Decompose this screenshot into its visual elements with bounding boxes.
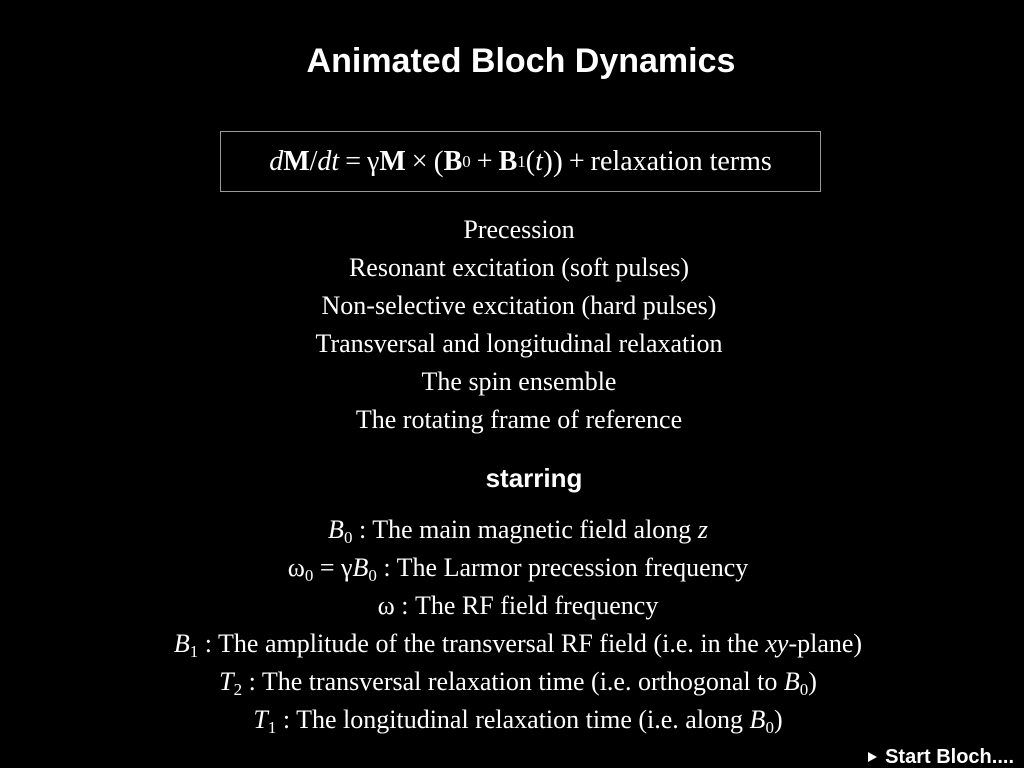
symbol: T — [253, 705, 268, 734]
eq-gamma: γ — [366, 145, 380, 177]
axis-symbol: z — [697, 515, 708, 544]
equation-part: = γ — [313, 553, 353, 582]
symbol: ω — [287, 553, 305, 582]
eq-dt: dt — [317, 145, 340, 177]
symbol: B — [328, 515, 344, 544]
bloch-equation-box: d M / dt = γ M × ( B 0 + B 1 ( t )) + relaxation terms — [220, 131, 821, 192]
symbol-subscript: 0 — [304, 566, 314, 585]
cast-description: : The RF field frequency — [394, 591, 659, 620]
cast-item-omega — [0, 587, 1024, 625]
cast-item-t1 — [0, 701, 1024, 739]
symbol: B — [173, 629, 190, 658]
symbol: ω — [377, 591, 395, 620]
cast-description: : The longitudinal relaxation time (i.e. along — [276, 705, 750, 734]
symbol: B — [749, 705, 766, 734]
eq-magnetization: M — [283, 145, 310, 177]
topic-item: Transversal and longitudinal relaxation — [315, 329, 723, 358]
topic-item: Non-selective excitation (hard pulses) — [321, 291, 717, 320]
symbol: B — [783, 667, 800, 696]
cast-description: : The main magnetic field along — [352, 515, 698, 544]
eq-t-open: ( — [525, 145, 536, 177]
eq-close-parens: )) — [542, 144, 563, 178]
eq-open-paren: ( — [433, 144, 444, 178]
eq-times: × — [411, 145, 428, 177]
cast-item-b1 — [0, 625, 1024, 663]
symbol-subscript: 0 — [368, 566, 377, 585]
plane-symbol: xy — [765, 629, 789, 658]
topic-item: Precession — [463, 215, 575, 244]
page-title: Animated Bloch Dynamics — [306, 42, 736, 80]
eq-slash: / — [309, 145, 318, 177]
eq-magnetization-2: M — [379, 145, 406, 177]
cast-description: : The amplitude of the transversal RF field (i.e. in the — [198, 629, 766, 658]
topic-item: Resonant excitation (soft pulses) — [348, 253, 690, 282]
topic-item: The spin ensemble — [421, 367, 617, 396]
eq-plus: + — [476, 145, 493, 177]
symbol: T — [219, 667, 234, 696]
eq-b0: B — [443, 145, 463, 177]
symbol-subscript: 2 — [233, 680, 243, 699]
eq-t: t — [535, 145, 543, 177]
eq-equals: = — [345, 145, 361, 177]
cast-item-t2 — [0, 663, 1024, 701]
cast-description: : The Larmor precession frequency — [376, 553, 749, 582]
cast-item-omega0 — [0, 549, 1024, 587]
cast-description-end: ) — [773, 705, 783, 734]
topic-item: The rotating frame of reference — [355, 405, 683, 434]
cast-description-end: -plane) — [788, 629, 863, 658]
eq-b1: B — [498, 145, 518, 177]
symbol-subscript: 0 — [799, 680, 809, 699]
play-arrow-icon — [868, 752, 877, 762]
symbol-subscript: 1 — [189, 642, 199, 661]
start-bloch-label: Start Bloch.... — [885, 746, 1014, 768]
eq-d: d — [269, 145, 284, 177]
topics-list — [0, 211, 1024, 439]
symbol-subscript: 1 — [267, 718, 277, 737]
cast-description-end: ) — [808, 667, 817, 696]
cast-list — [0, 511, 1024, 739]
starring-heading: starring — [485, 463, 583, 493]
eq-plus-2: + — [568, 145, 585, 177]
cast-item-b0 — [0, 511, 1024, 549]
eq-relaxation-terms: relaxation terms — [590, 145, 772, 177]
start-bloch-link[interactable] — [868, 744, 1014, 768]
cast-description: : The transversal relaxation time (i.e. orthogonal to — [242, 667, 784, 696]
symbol-subscript: 0 — [765, 718, 774, 737]
symbol-subscript: 0 — [343, 528, 353, 547]
symbol: B — [352, 553, 369, 582]
